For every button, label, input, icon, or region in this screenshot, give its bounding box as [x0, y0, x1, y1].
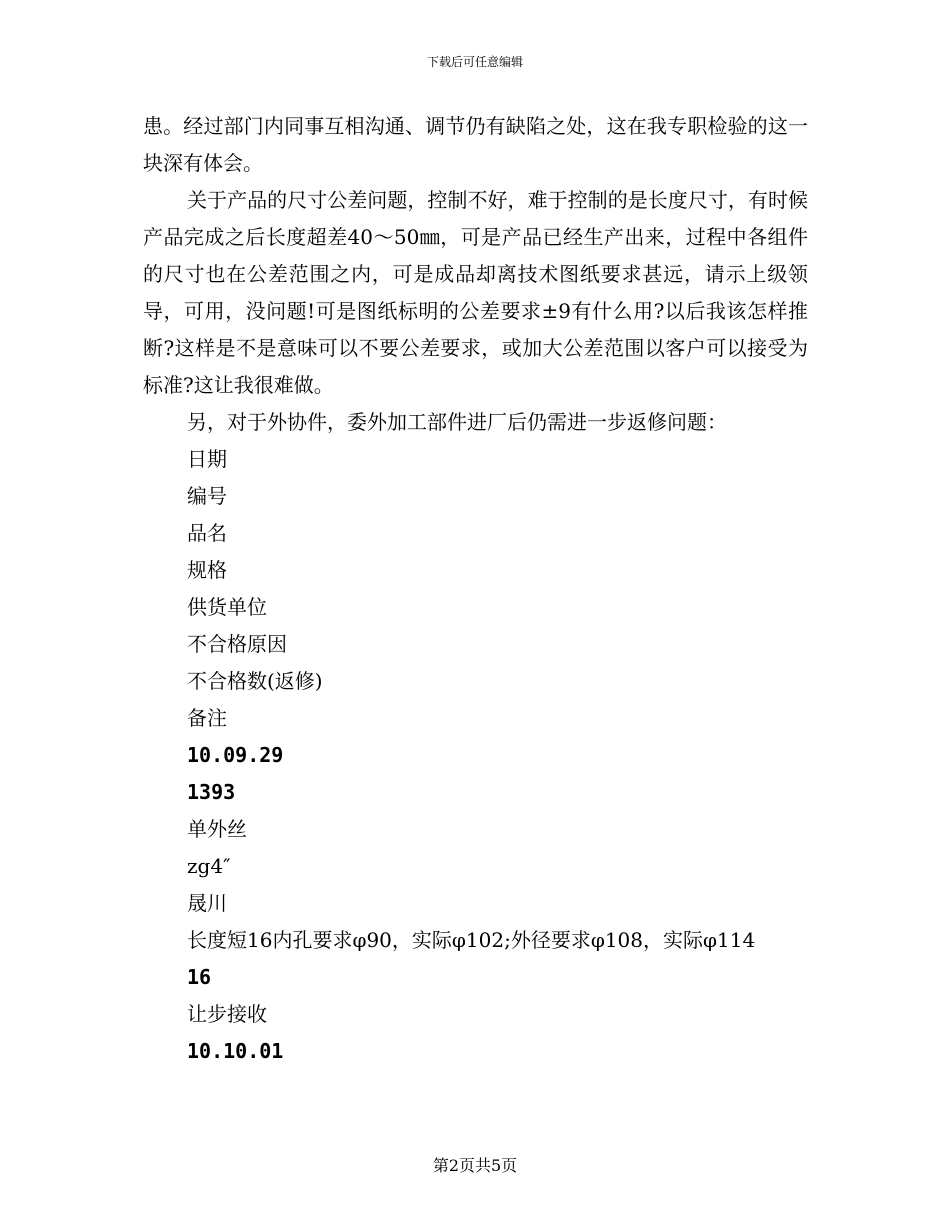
document-body — [143, 108, 808, 1070]
table-value-supplier: 晟川 — [187, 891, 227, 915]
table-field-supplier: 供货单位 — [187, 595, 267, 619]
table-value-date: 10.10.01 — [187, 1039, 284, 1063]
paragraph: 关于产品的尺寸公差问题，控制不好，难于控制的是长度尺寸，有时候产品完成之后长度超差40～50㎜，可是产品已经生产出来，过程中各组件的尺寸也在公差范围之内，可是成品却离技术图纸要求甚远，请示上级领导，可用，没问题!可是图纸标明的公差要求±9有什么用?以后我该怎样推断?这样是不是意味可以不要公差要求，或加大公差范围以客户可以接受为标准?这让我很难做。 — [143, 188, 808, 397]
table-field-product-name: 品名 — [187, 521, 227, 545]
table-field-defect-reason: 不合格原因 — [187, 632, 287, 656]
page-header: 下载后可任意编辑 — [426, 55, 523, 69]
page-footer: 第2页共5页 — [432, 1156, 518, 1175]
table-value-remarks: 让步接收 — [187, 1002, 267, 1026]
table-value-spec: zg4″ — [187, 854, 231, 878]
table-field-date: 日期 — [187, 447, 227, 471]
table-value-number: 1393 — [187, 780, 236, 804]
table-value-date: 10.09.29 — [187, 743, 284, 767]
table-value-product-name: 单外丝 — [187, 817, 247, 841]
table-value-defect-count: 16 — [187, 965, 212, 989]
paragraph: 患。经过部门内同事互相沟通、调节仍有缺陷之处，这在我专职检验的这一块深有体会。 — [143, 114, 808, 175]
table-field-spec: 规格 — [187, 558, 227, 582]
paragraph: 另，对于外协件，委外加工部件进厂后仍需进一步返修问题： — [187, 410, 727, 434]
table-field-defect-count: 不合格数(返修) — [187, 669, 323, 693]
table-field-number: 编号 — [187, 484, 227, 508]
table-value-defect-reason: 长度短16内孔要求φ90，实际φ102;外径要求φ108，实际φ114 — [187, 928, 756, 952]
table-field-remarks: 备注 — [187, 706, 227, 730]
